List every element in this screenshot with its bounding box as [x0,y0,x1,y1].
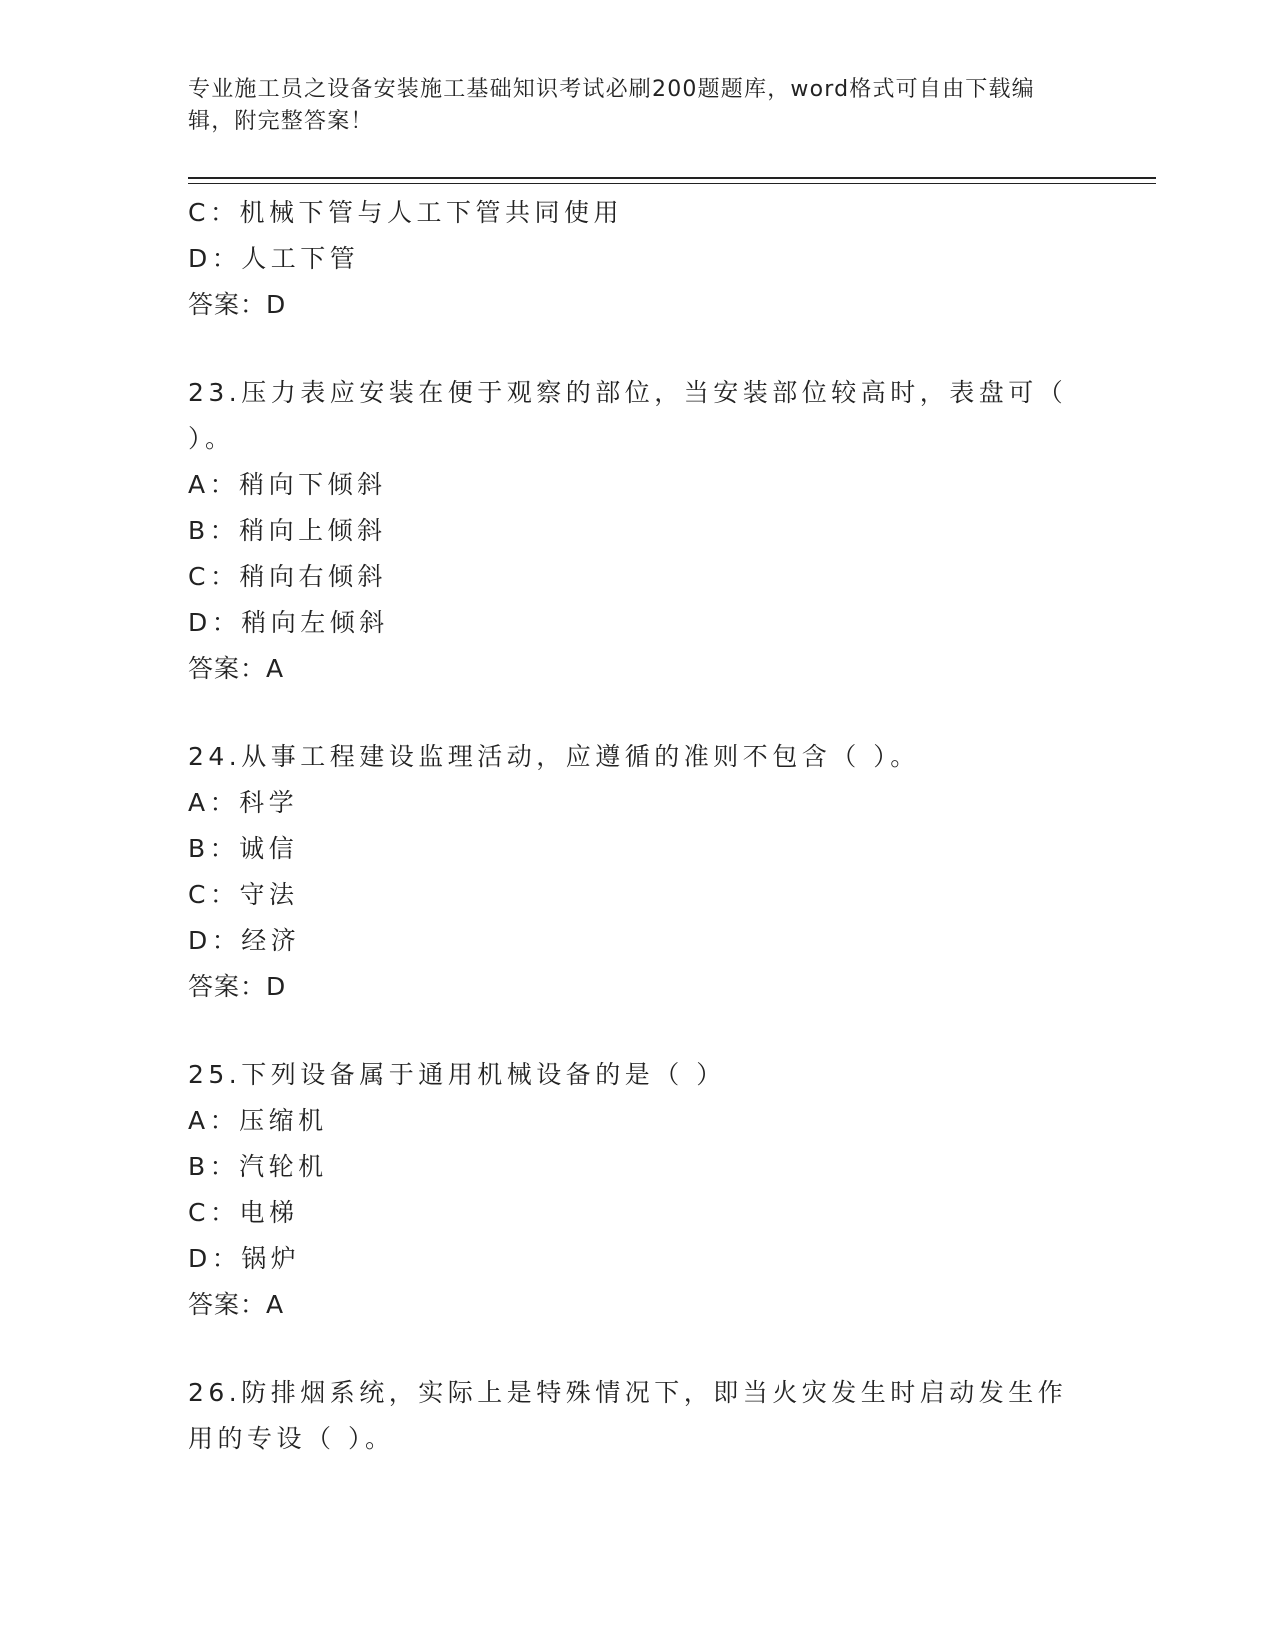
option-line: C：机械下管与人工下管共同使用 [188,198,623,227]
option-line: B：诚信 [188,834,299,863]
answer-line: 答案：A [188,654,285,683]
question-list [188,190,1088,1462]
option-line: D：人工下管 [188,244,360,273]
option-line: C：守法 [188,880,299,909]
answer-line: 答案：D [188,290,287,319]
answer-line: 答案：D [188,972,287,1001]
option-line: D：锅炉 [188,1244,301,1273]
option-line: C：电梯 [188,1198,299,1227]
question-text: 26.防排烟系统，实际上是特殊情况下，即当火灾发生时启动发生作用的专设（ ）。 [188,1378,1068,1453]
question-text: 24.从事工程建设监理活动，应遵循的准则不包含（ ）。 [188,742,920,771]
option-line: D：稍向左倾斜 [188,608,389,637]
option-line: A：稍向下倾斜 [188,470,387,499]
option-line: D：经济 [188,926,301,955]
question-text: 25.下列设备属于通用机械设备的是（ ） [188,1060,726,1089]
document-header: 专业施工员之设备安装施工基础知识考试必刷200题题库，word格式可自由下载编辑，附完整答案！ [188,77,1035,134]
question-text: 23.压力表应安装在便于观察的部位，当安装部位较高时，表盘可（ ）。 [188,378,1068,453]
header-divider-thin [188,183,1156,184]
option-line: C：稍向右倾斜 [188,562,387,591]
option-line: B：汽轮机 [188,1152,328,1181]
option-line: A：科学 [188,788,299,817]
option-line: A：压缩机 [188,1106,328,1135]
header-divider [188,177,1156,179]
option-line: B：稍向上倾斜 [188,516,387,545]
answer-line: 答案：A [188,1290,285,1319]
